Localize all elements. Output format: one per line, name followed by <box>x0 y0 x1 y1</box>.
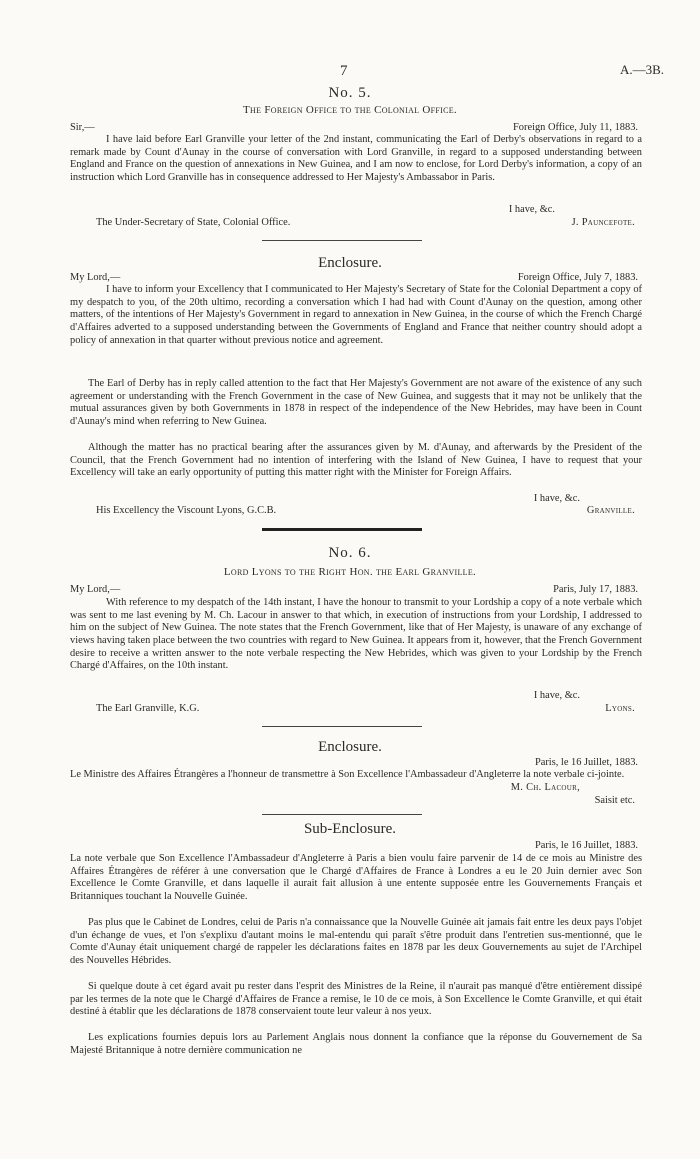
signature: J. Pauncefote. <box>571 217 635 228</box>
salutation: My Lord,— <box>70 272 121 283</box>
enclosure-heading: Enclosure. <box>318 255 382 271</box>
addressee: His Excellency the Viscount Lyons, G.C.B. <box>96 505 277 516</box>
section-heading: Lord Lyons to the Right Hon. the Earl Granville. <box>223 566 477 578</box>
divider <box>262 240 422 241</box>
page-number: 7 <box>340 63 348 79</box>
paragraph: La note verbale que Son Excellence l'Ambassadeur d'Angleterre à Paris a bien voulu faire parvenir de 14 de ce mois au Ministre des Affaires Étrangères de référer à une conversation que le Chargé d'Affaires de France à Londres a eu le 20 Juin dernier avec Son Excellence le Comte Granville, et dans laquelle il aurait fait allusion à une entente supposée entre les Gouvernements Français et Britanniques touchant la Nouvelle Guinée. <box>70 853 642 903</box>
document-reference: A.—3B. <box>619 62 664 77</box>
signature: M. Ch. Lacour, <box>510 782 580 793</box>
paragraph: Si quelque doute à cet égard avait pu rester dans l'esprit des Ministres de la Reine, il n'aurait pas manqué d'être entièrement dissipé par les termes de la note que le Chargé d'Affaires de France a remise, le 10 de ce mois, à Son Excellence le Comte Granville, et qui était destiné à établir que les déclarations de 1878 conservaient toute leur valeur à nos yeux. <box>70 981 642 1018</box>
closing: I have, &c. <box>533 493 580 504</box>
dateline: Foreign Office, July 7, 1883. <box>517 272 638 283</box>
salutation: Sir,— <box>70 122 95 133</box>
section-number: No. 5. <box>328 85 372 101</box>
dateline: Paris, le 16 Juillet, 1883. <box>534 840 638 851</box>
letter-body: With reference to my despatch of the 14th instant, I have the honour to transmit to your Lordship a copy of a note verbale which was sent to me last evening by M. Ch. Lacour in answer to that which, in execution of instructions from your Lordship, I addressed to him on the subject of New Guinea. The note states that the French Government, like that of Her Majesty, is unaware of any exchange of views having taken place between the two countries with regard to New Guinea. It appears from it, however, that the French Government desire to receive a written answer to the note verbale respecting the New Hebrides, which was given to your Lordship by the French Chargé d'Affaires, on the 10th instant. <box>70 597 642 672</box>
sub-enclosure-heading: Sub-Enclosure. <box>303 821 397 837</box>
section-heading: The Foreign Office to the Colonial Office. <box>243 104 457 116</box>
divider <box>262 726 422 727</box>
dateline: Paris, le 16 Juillet, 1883. <box>534 757 638 768</box>
paragraph: The Earl of Derby has in reply called attention to the fact that Her Majesty's Government are not aware of the existence of any such agreement or understanding with the French Government in the case of New Guinea, and suggests that it may not be unlikely that the mutual assurances given by both Governments in 1878 in respect of the independence of the New Hebrides, may have been in Count d'Aunay's mind when referring to New Guinea. <box>70 378 642 428</box>
paragraph: Pas plus que le Cabinet de Londres, celui de Paris n'a connaissance que la Nouvelle Guinée ait jamais fait entre les deux pays l'objet d'un échange de vues, et l'on s'explixu d'autant moins le mal-entendu qui paraît s'être produit dans l'entretien sus-mentionné, que le Comte d'Aunay était uniquement chargé de rappeler les déclarations faites en 1878 par les deux Gouvernements au sujet de l'Archipel des Nouvelles Hébrides. <box>70 917 642 967</box>
enclosure-heading: Enclosure. <box>318 739 382 755</box>
paragraph: Although the matter has no practical bearing after the assurances given by M. d'Aunay, and afterwards by the President of the Council, that the French Government had no intention of interfering with the Island of New Guinea, I have to request that your Excellency will take an early opportunity of putting this matter right with the Minister for Foreign Affairs. <box>70 442 642 479</box>
closing: I have, &c. <box>533 690 580 701</box>
signature-line-2: Saisit etc. <box>594 795 635 806</box>
section-number: No. 6. <box>328 545 372 561</box>
paragraph: I have to inform your Excellency that I communicated to Her Majesty's Secretary of State for the Colonial Department a copy of my despatch to you, of the 20th ultimo, recording a conversation which I had had with Count d'Aunay on the question, among other matters, of the intentions of Her Majesty's Government in regard to annexation in New Guinea, in the course of which the French Chargé d'Affaires adverted to a supposed understanding between the Governments of England and France that neither country should adopt a policy of annexation in that quarter without previous notice and agreement. <box>70 284 642 346</box>
letter-body: I have laid before Earl Granville your letter of the 2nd instant, communicating the Earl of Derby's observations in regard to a remark made by Count d'Aunay in the course of conversation with Lord Granville, in regard to a supposed understanding between England and France on the question of annexations in New Guinea, and I am now to enclose, for Lord Derby's information, a copy of an instruction which Lord Granville has in consequence addressed to Her Majesty's Ambassabor in Paris. <box>70 134 642 184</box>
closing: I have, &c. <box>508 204 555 215</box>
signature: Lyons. <box>605 703 635 714</box>
dateline: Foreign Office, July 11, 1883. <box>513 122 638 133</box>
thick-divider <box>262 528 422 531</box>
paragraph: Le Ministre des Affaires Étrangères a l'honneur de transmettre à Son Excellence l'Ambassadeur d'Angleterre la note verbale ci-jointe. <box>70 769 625 780</box>
paragraph: Les explications fournies depuis lors au Parlement Anglais nous donnent la confiance que la réponse du Gouvernement de Sa Majesté Britannique à notre dernière communication ne <box>70 1032 642 1056</box>
addressee: The Under-Secretary of State, Colonial Office. <box>96 217 291 228</box>
addressee: The Earl Granville, K.G. <box>96 703 200 714</box>
divider <box>262 814 422 815</box>
salutation: My Lord,— <box>70 584 121 595</box>
signature: Granville. <box>586 505 635 516</box>
dateline: Paris, July 17, 1883. <box>553 584 638 595</box>
